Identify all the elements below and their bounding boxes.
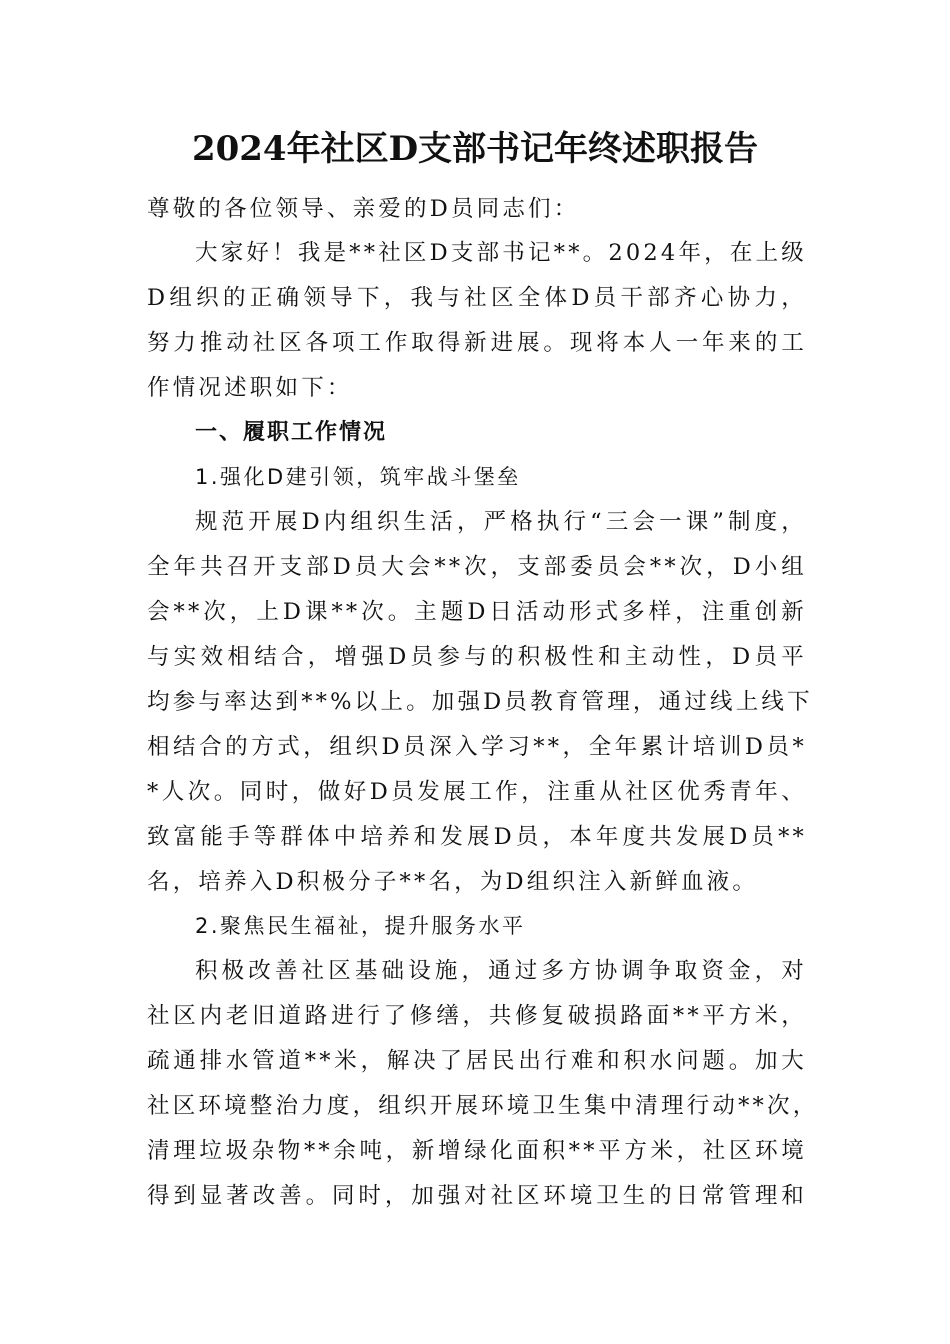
document-title: 2024年社区D支部书记年终述职报告 — [191, 129, 759, 169]
paragraph-line: 努力推动社区各项工作取得新进展。现将本人一年来的工 — [147, 330, 807, 356]
paragraph-line: 社区环境整治力度，组织开展环境卫生集中清理行动**次， — [147, 1093, 819, 1119]
paragraph-line: 得到显著改善。同时，加强对社区环境卫生的日常管理和 — [147, 1183, 807, 1209]
paragraph-line: 清理垃圾杂物**余吨，新增绿化面积**平方米，社区环境 — [147, 1138, 807, 1164]
paragraph-line: 致富能手等群体中培养和发展D员，本年度共发展D员** — [147, 824, 807, 850]
paragraph-line: 会**次，上D课**次。主题D日活动形式多样，注重创新 — [147, 599, 807, 625]
paragraph-line: 相结合的方式，组织D员深入学习**，全年累计培训D员* — [147, 734, 807, 760]
paragraph-line: 均参与率达到**%以上。加强D员教育管理，通过线上线下 — [147, 689, 813, 715]
subsection-heading: 1.强化D建引领，筑牢战斗堡垒 — [195, 465, 521, 489]
paragraph-line: 名，培养入D积极分子**名，为D组织注入新鲜血液。 — [147, 869, 759, 895]
subsection-heading: 2.聚焦民生福祉，提升服务水平 — [195, 914, 526, 938]
paragraph-line: 积极改善社区基础设施，通过多方协调争取资金，对 — [195, 958, 807, 984]
paragraph-line: 规范开展D内组织生活，严格执行“三会一课”制度， — [195, 509, 807, 535]
salutation: 尊敬的各位领导、亲爱的D员同志们： — [147, 196, 580, 222]
paragraph-line: 作情况述职如下： — [147, 375, 353, 401]
paragraph-line: D组织的正确领导下，我与社区全体D员干部齐心协力， — [147, 285, 807, 311]
paragraph-line: 社区内老旧道路进行了修缮，共修复破损路面**平方米， — [147, 1003, 807, 1029]
paragraph-line: 大家好！我是**社区D支部书记**。2024年，在上级 — [195, 240, 807, 266]
paragraph-line: 与实效相结合，增强D员参与的积极性和主动性，D员平 — [147, 644, 807, 670]
paragraph-line: *人次。同时，做好D员发展工作，注重从社区优秀青年、 — [147, 779, 807, 805]
paragraph-line: 疏通排水管道**米，解决了居民出行难和积水问题。加大 — [147, 1048, 807, 1074]
paragraph-line: 全年共召开支部D员大会**次，支部委员会**次，D小组 — [147, 554, 807, 580]
section-heading: 一、履职工作情况 — [195, 420, 388, 445]
